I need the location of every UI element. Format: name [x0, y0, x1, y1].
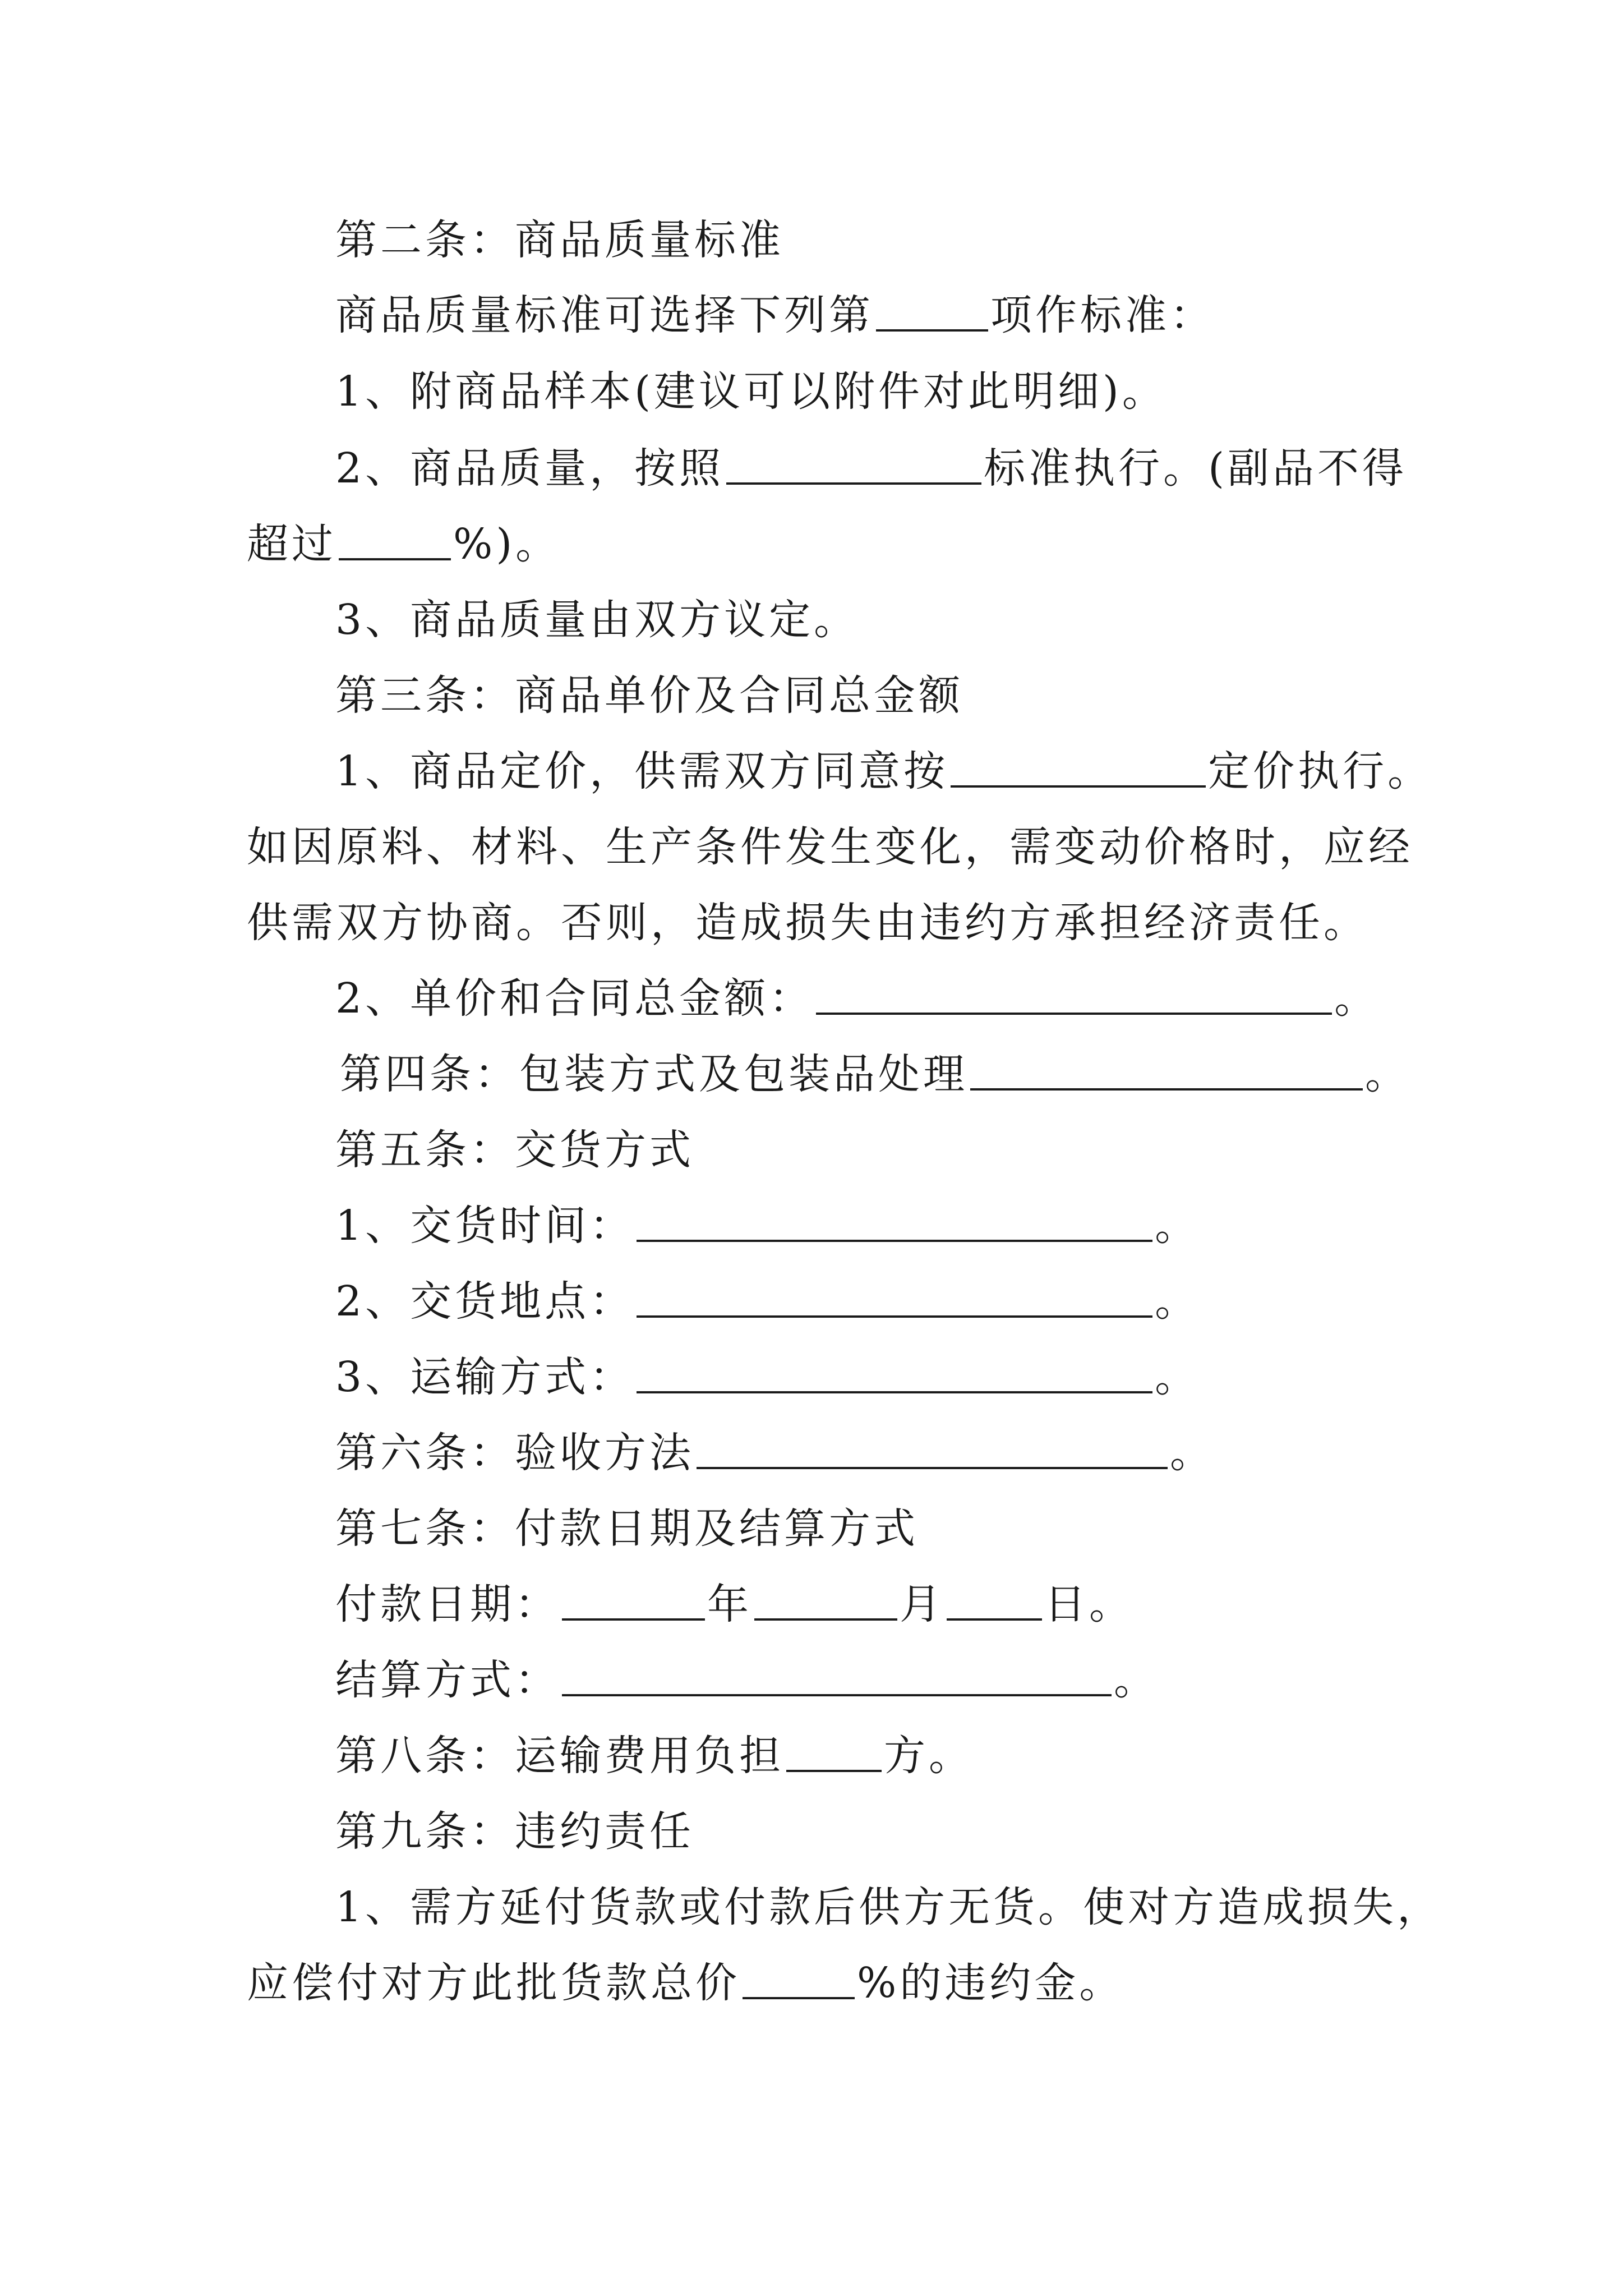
blank-delivery-time[interactable]: [637, 1237, 1152, 1242]
article-4: 第四条：包装方式及包装品处理 。: [340, 1050, 1410, 1098]
article-2-heading: 第二条：商品质量标准: [335, 216, 784, 264]
blank-total-amount[interactable]: [816, 1010, 1332, 1015]
blank-penalty-percent[interactable]: [743, 1995, 855, 1999]
blank-packaging[interactable]: [970, 1086, 1363, 1091]
clause-9-1: 1、需方延付货款或付款后供方无货。使对方造成损失，: [335, 1883, 1442, 1931]
clause-5-1: 1、交货时间： 。: [335, 1202, 1200, 1250]
clause-5-3: 3、运输方式： 。: [335, 1353, 1200, 1401]
article-8: 第八条：运输费用负担 方。: [335, 1732, 974, 1780]
blank-payment-day[interactable]: [947, 1616, 1042, 1621]
blank-quality-standard[interactable]: [726, 480, 981, 485]
article-3-heading: 第三条：商品单价及合同总金额: [335, 671, 963, 720]
blank-choice-number[interactable]: [876, 327, 988, 332]
clause-5-2: 2、交货地点： 。: [335, 1277, 1200, 1326]
clause-3-1-cont-a: 如因原料、材料、生产条件发生变化，需变动价格时，应经: [247, 823, 1413, 871]
article-5-heading: 第五条：交货方式: [335, 1126, 694, 1174]
article-7-heading: 第七条：付款日期及结算方式: [335, 1504, 919, 1553]
clause-2-1: 1、附商品样本(建议可以附件对此明细)。: [335, 367, 1167, 416]
article-6: 第六条：验收方法 。: [335, 1429, 1215, 1477]
clause-3-1: 1、商品定价，供需双方同意按 定价执行。: [335, 747, 1433, 795]
settlement-method: 结算方式： 。: [335, 1656, 1159, 1704]
clause-2-3: 3、商品质量由双方议定。: [335, 596, 859, 644]
payment-date: 付款日期： 年 月 日。: [335, 1580, 1134, 1628]
blank-settlement-method[interactable]: [562, 1692, 1112, 1696]
blank-transport-method[interactable]: [637, 1389, 1152, 1393]
blank-defect-percent[interactable]: [339, 556, 451, 560]
clause-9-1-cont: 应偿付对方此批货款总价 %的违约金。: [247, 1959, 1124, 2007]
blank-pricing-basis[interactable]: [951, 783, 1206, 788]
blank-inspection-method[interactable]: [697, 1465, 1168, 1469]
blank-delivery-place[interactable]: [637, 1313, 1152, 1318]
blank-payment-month[interactable]: [754, 1616, 897, 1621]
quality-standard-choice: 商品质量标准可选择下列第 项作标准：: [335, 291, 1215, 339]
blank-freight-party[interactable]: [786, 1768, 882, 1772]
article-9-heading: 第九条：违约责任: [335, 1807, 694, 1856]
clause-3-2: 2、单价和合同总金额： 。: [335, 974, 1380, 1023]
clause-2-2-cont: 超过 %)。: [247, 520, 561, 568]
clause-3-1-cont-b: 供需双方协商。否则，造成损失由违约方承担经济责任。: [247, 899, 1368, 947]
blank-payment-year[interactable]: [562, 1616, 705, 1621]
clause-2-2: 2、商品质量，按照 标准执行。(副品不得: [335, 444, 1407, 493]
